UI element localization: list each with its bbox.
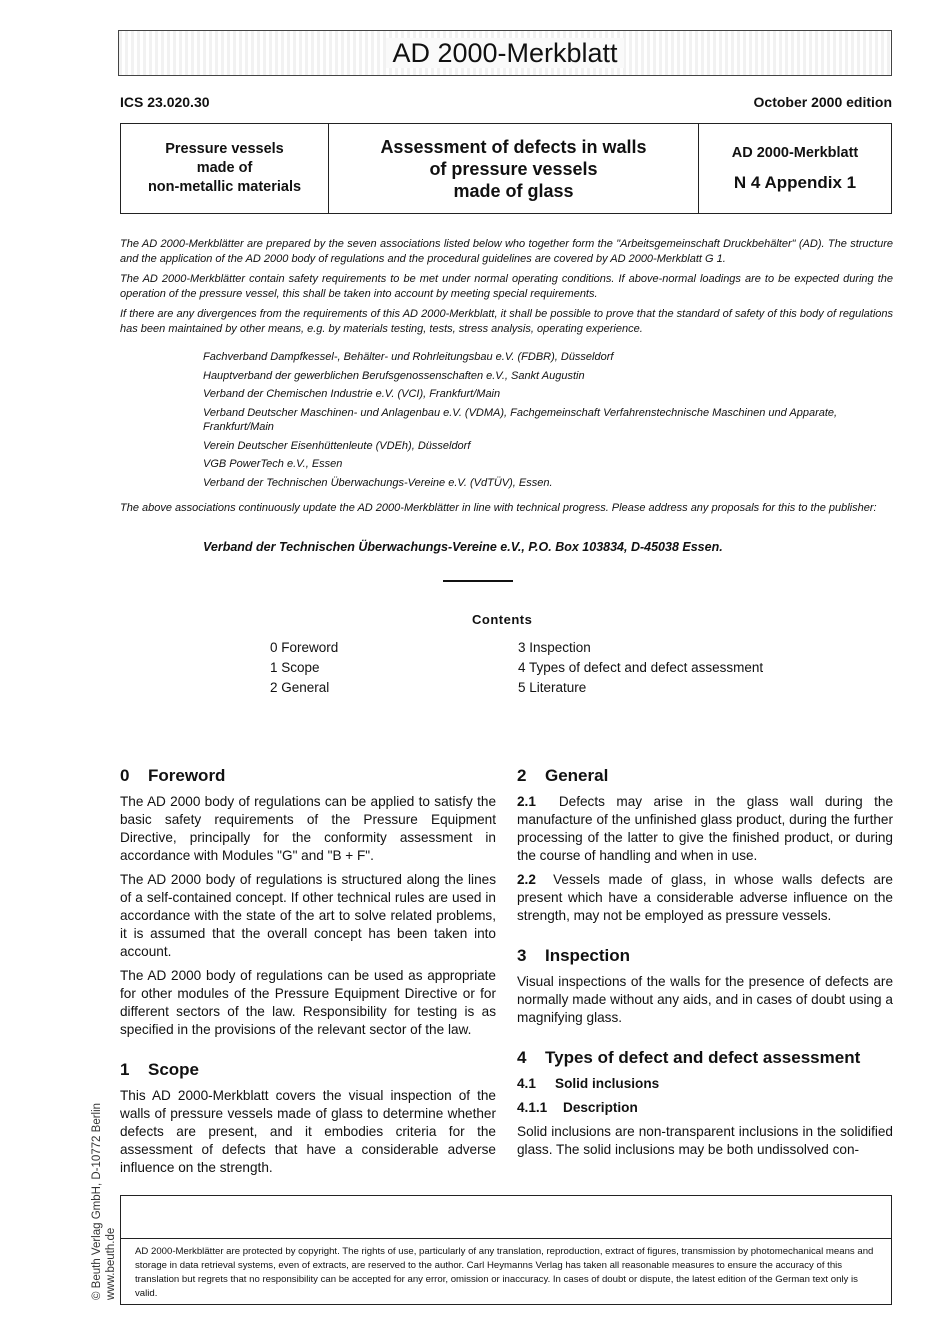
paragraph: The AD 2000 body of regulations can be used as appropriate for other modules of the Pressure Equipment Directive or for different sectors of the law. Responsibility for testing is as specified in the provisions of the relevant sector of the law.: [120, 968, 496, 1037]
subsection-number: 4.1: [517, 1076, 536, 1091]
title-line: of pressure vessels: [429, 158, 598, 179]
outro-paragraph: The above associations continuously update the AD 2000-Merkblätter in line with technical progress. Please address any proposals for this to the publisher:: [120, 502, 877, 514]
paragraph: Visual inspections of the walls for the presence of defects are normally made without any aids, and in cases of doubt using a magnifying glass.: [517, 974, 893, 1025]
series-cell: [699, 124, 891, 213]
toc-item: 5 Literature: [518, 680, 587, 695]
side-imprint: [90, 1103, 118, 1300]
section-number: 4: [517, 1048, 527, 1067]
paragraph: Solid inclusions are non-transparent inclusions in the solidified glass. The solid inclusions may be both undissolved con-: [517, 1124, 893, 1157]
subsection-title: Solid inclusions: [555, 1076, 660, 1091]
section-number: 1: [120, 1060, 130, 1079]
title-line: Assessment of defects in walls: [380, 136, 647, 157]
toc-column: [518, 638, 763, 698]
paragraph: The AD 2000 body of regulations can be applied to satisfy the basic safety requirements of the Pressure Equipment Directive, principally for the conformity assessment in accordance with Modules "G" and "B + F".: [120, 794, 496, 863]
paragraph: This AD 2000-Merkblatt covers the visual inspection of the walls of pressure vessels made of glass to determine whether defects are present, and it embodies criteria for the assessment of defects that have a considerable adverse influence on the strength.: [120, 1088, 496, 1175]
publisher-address: Verband der Technischen Überwachungs-Vereine e.V., P.O. Box 103834, D-45038 Essen.: [203, 540, 723, 554]
associations-list: [203, 350, 893, 494]
publisher-imprint: © Beuth Verlag GmbH, D-10772 Berlin: [91, 1102, 103, 1300]
paragraph: [517, 793, 893, 865]
section-heading: [517, 767, 893, 785]
divider: [121, 1238, 891, 1239]
section-number: 0: [120, 766, 130, 785]
copyright-notice: AD 2000-Merkblätter are protected by copyright. The rights of use, particularly of any translation, reproduction, extract of figures, transmission by photomechanical means and storage in data retrieval systems, even of extracts, are reserved to the author. Carl Heymanns Verlag has taken all reasonable measures to ensure the accuracy of this translation but regrets that no responsibility can be accepted for any error, omission or inaccuracy. In cases of doubt or dispute, the latest edition of the German text only is valid.: [135, 1246, 874, 1299]
subsection-title: Description: [563, 1100, 638, 1115]
series-name: AD 2000-Merkblatt: [731, 144, 859, 161]
intro: [120, 237, 893, 342]
title-cell: [329, 124, 699, 213]
association-item: VGB PowerTech e.V., Essen: [203, 458, 343, 470]
subsubsection-heading: [517, 1099, 893, 1117]
category-cell: [121, 124, 329, 213]
edition: October 2000 edition: [753, 94, 892, 110]
section-number: 3: [517, 946, 527, 965]
right-column: [517, 767, 893, 1165]
divider: [443, 580, 513, 582]
clause-number: 2.2: [517, 872, 536, 887]
publisher-url: www.beuth.de: [105, 1227, 117, 1300]
toc-item: 2 General: [270, 680, 330, 695]
section-heading: [517, 1049, 893, 1067]
intro-paragraph: The AD 2000-Merkblätter contain safety requirements to be met under normal operating conditions. If above-normal loadings are to be expected during the operation of the pressure vessel, this shall be taken into account by meeting special requirements.: [120, 273, 893, 300]
clause-text: Defects may arise in the glass wall during the manufacture of the unfinished glass product, during the further processing of the latter to give the finished product, or during the course of handling and when in use.: [517, 794, 893, 863]
section-heading: [120, 1061, 496, 1079]
paragraph: The AD 2000 body of regulations is structured along the lines of a self-contained concept. If other technical rules are used in accordance with the state of the art to solve related problems, it is assumed that the overall concept has been taken into account.: [120, 872, 496, 959]
section-title: Scope: [148, 1060, 200, 1079]
association-item: Hauptverband der gewerblichen Berufsgenossenschaften e.V., Sankt Augustin: [203, 369, 585, 382]
contents-heading: Contents: [472, 612, 533, 627]
title-line: made of glass: [453, 180, 574, 201]
section-title: Types of defect and defect assessment: [545, 1048, 861, 1067]
section-heading: [120, 767, 496, 785]
clause-number: 2.1: [517, 794, 536, 809]
category-line: made of: [196, 160, 253, 176]
section-title: General: [545, 766, 609, 785]
ics-code: ICS 23.020.30: [120, 94, 210, 110]
copyright-box: [120, 1195, 892, 1305]
association-item: Verein Deutscher Eisenhüttenleute (VDEh), Düsseldorf: [203, 439, 471, 452]
left-column: [120, 767, 496, 1183]
association-item: Verband der Technischen Überwachungs-Vereine e.V. (VdTÜV), Essen.: [203, 476, 553, 489]
section-title: Inspection: [545, 946, 631, 965]
association-item: Fachverband Dampfkessel-, Behälter- und Rohrleitungsbau e.V. (FDBR), Düsseldorf: [203, 351, 614, 363]
paragraph: [517, 871, 893, 925]
toc-column: [270, 638, 338, 698]
category-line: Pressure vessels: [165, 141, 284, 157]
category-line: non-metallic materials: [147, 179, 302, 195]
title-box: [120, 123, 892, 214]
association-item: Verband Deutscher Maschinen- und Anlagenbau e.V. (VDMA), Fachgemeinschaft Verfahrenstechnische Maschinen und Apparate, Frankfurt/Main: [203, 406, 838, 433]
banner-title: AD 2000-Merkblatt: [386, 38, 623, 68]
subsection-heading: [517, 1075, 893, 1093]
section-heading: [517, 947, 893, 965]
clause-text: Vessels made of glass, in whose walls defects are present which have a considerable adverse influence on the strength, may not be employed as pressure vessels.: [517, 872, 893, 923]
subsection-number: 4.1.1: [517, 1100, 548, 1115]
toc-item: 1 Scope: [270, 660, 320, 675]
intro-paragraph: If there are any divergences from the requirements of this AD 2000-Merkblatt, it shall be possible to prove that the standard of safety of this body of regulations has been maintained by other means, e.g. by materials testing, tests, stress analysis, operating experience.: [120, 308, 893, 335]
toc-item: 0 Foreword: [270, 640, 339, 655]
toc-item: 3 Inspection: [518, 640, 591, 655]
toc-item: 4 Types of defect and defect assessment: [518, 660, 764, 675]
section-title: Foreword: [148, 766, 226, 785]
association-item: Verband der Chemischen Industrie e.V. (VCI), Frankfurt/Main: [203, 388, 501, 400]
document-banner: [118, 30, 892, 76]
section-number: 2: [517, 766, 527, 785]
document-number: N 4 Appendix 1: [733, 172, 857, 192]
intro-paragraph: The AD 2000-Merkblätter are prepared by the seven associations listed below who together form the "Arbeitsgemeinschaft Druckbehälter" (AD). The structure and the application of the AD 2000 body of regulations and the procedural guidelines are covered by AD 2000-Merkblatt G 1.: [120, 238, 893, 265]
